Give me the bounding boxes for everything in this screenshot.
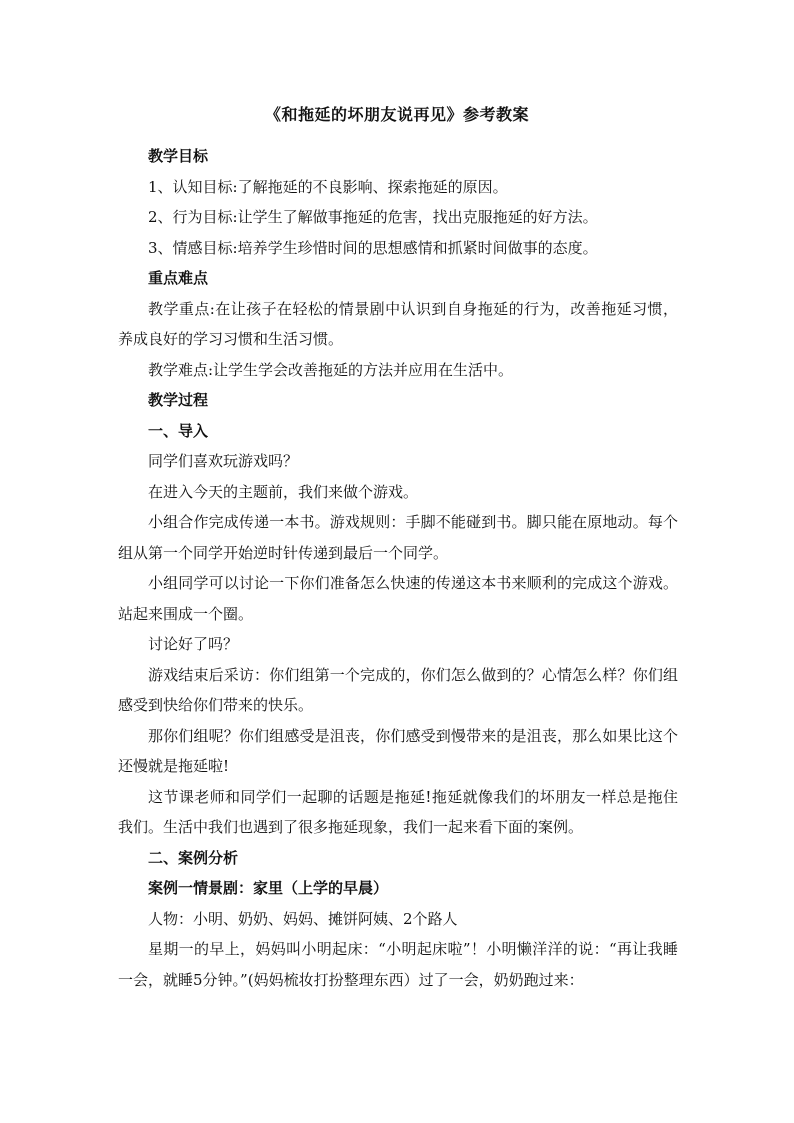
section-heading: 教学过程: [148, 391, 209, 409]
paragraph: 人物：小明、奶奶、妈妈、摊饼阿姨、2个路人: [148, 909, 458, 928]
section-heading: 教学目标: [148, 147, 209, 165]
paragraph: 那你们组呢？你们组感受是沮丧，你们感受到慢带来的是沮丧，那么如果比这个还慢就是拖延啦!: [118, 726, 678, 775]
paragraph: 同学们喜欢玩游戏吗？: [148, 452, 299, 470]
document-title: 《和拖延的坏朋友说再见》参考教案: [264, 105, 529, 124]
section-heading: 一、导入: [148, 421, 209, 440]
paragraph: 讨论好了吗？: [148, 635, 239, 653]
paragraph: 2、行为目标:让学生了解做事拖延的危害，找出克服拖延的好方法。: [148, 208, 598, 226]
document-body: [118, 141, 678, 995]
paragraph: 1、认知目标:了解拖延的不良影响、探索拖延的原因。: [148, 177, 508, 196]
paragraph: 游戏结束后采访：你们组第一个完成的，你们怎么做到的？心情怎么样？你们组感受到快给你们带来的快乐。: [118, 665, 678, 714]
paragraph: 小组合作完成传递一本书。游戏规则：手脚不能碰到书。脚只能在原地动。每个组从第一个同学开始逆时针传递到最后一个同学。: [118, 513, 678, 562]
paragraph: 这节课老师和同学们一起聊的话题是拖延!拖延就像我们的坏朋友一样总是拖住我们。生活中我们也遇到了很多拖延现象，我们一起来看下面的案例。: [118, 787, 678, 836]
section-heading: 案例一情景剧：家里（上学的早晨）: [148, 879, 389, 897]
paragraph: 星期一的早上，妈妈叫小明起床：“小明起床啦”！小明懒洋洋的说：“再让我睡一会，就睡5分钟。”(妈妈梳妆打扮整理东西）过了一会，奶奶跑过来：: [118, 940, 678, 989]
paragraph: 教学难点:让学生学会改善拖延的方法并应用在生活中。: [148, 360, 514, 379]
paragraph: 3、情感目标:培养学生珍惜时间的思想感情和抓紧时间做事的态度。: [148, 238, 598, 257]
paragraph: 小组同学可以讨论一下你们准备怎么快速的传递这本书来顺利的完成这个游戏。站起来围成一个圈。: [118, 574, 678, 623]
section-heading: 二、案例分析: [148, 848, 239, 867]
paragraph: 教学重点:在让孩子在轻松的情景剧中认识到自身拖延的行为，改善拖延习惯，养成良好的学习习惯和生活习惯。: [118, 299, 678, 348]
section-heading: 重点难点: [148, 269, 209, 287]
paragraph: 在进入今天的主题前，我们来做个游戏。: [148, 482, 419, 501]
